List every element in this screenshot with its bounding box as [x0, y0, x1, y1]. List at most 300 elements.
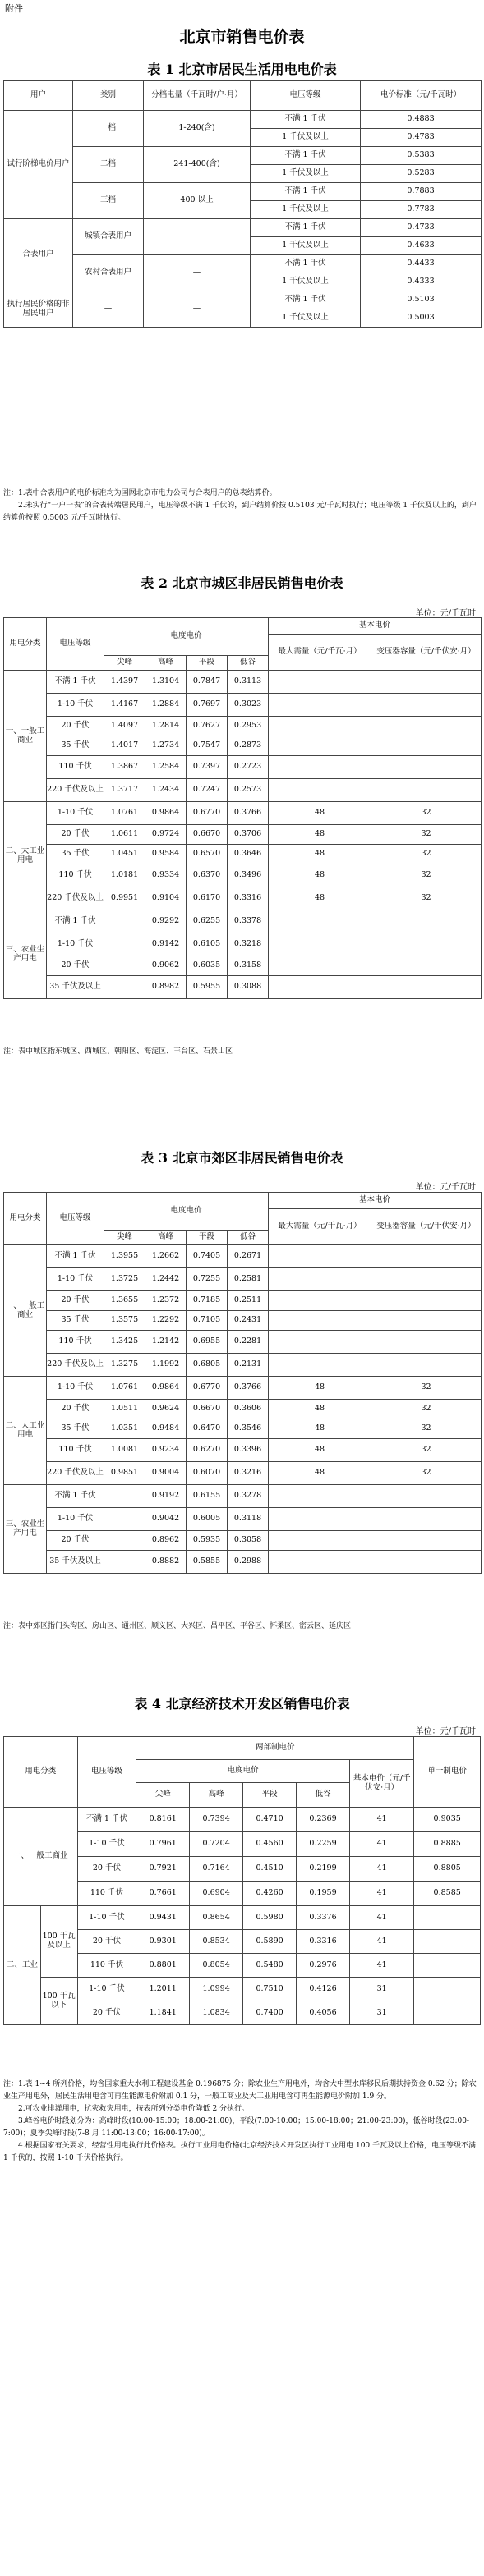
max-demand-cell: 48	[269, 1377, 371, 1400]
flat-cell: 0.7510	[243, 1978, 297, 2001]
sharp-cell: 1.0451	[104, 845, 145, 864]
price-cell: 0.7783	[361, 201, 482, 219]
table1-residential	[3, 80, 482, 328]
valley-cell: 0.3113	[228, 671, 269, 694]
peak-cell: 0.9334	[145, 864, 187, 887]
voltage-cell: 1 千伏及以上	[251, 309, 361, 328]
peak-cell: 0.7394	[190, 1808, 243, 1832]
basic-price-cell: 31	[349, 1978, 413, 2001]
page-title: 北京市销售电价表	[179, 28, 305, 46]
peak-cell: 1.2372	[145, 1291, 187, 1311]
sharp-cell: 1.0511	[104, 1400, 145, 1419]
sharp-cell	[104, 1531, 145, 1551]
max-demand-cell	[269, 976, 371, 999]
valley-cell: 0.2976	[297, 1954, 350, 1978]
valley-cell: 0.2431	[228, 1311, 269, 1331]
header-voltage: 电压等级	[47, 618, 104, 671]
voltage-cell: 1-10 千伏	[77, 1978, 136, 2001]
sharp-cell	[104, 1508, 145, 1531]
peak-cell: 1.0994	[190, 1978, 243, 2001]
table-row	[4, 671, 482, 694]
header-sharp: 尖峰	[104, 656, 145, 671]
voltage-cell: 1 千伏及以上	[251, 237, 361, 255]
flat-cell: 0.7255	[187, 1268, 228, 1291]
valley-cell: 0.4126	[297, 1978, 350, 2001]
table-row	[4, 1268, 482, 1291]
sharp-cell: 1.3955	[104, 1245, 145, 1268]
flat-cell: 0.7185	[187, 1291, 228, 1311]
max-demand-cell	[269, 671, 371, 694]
voltage-cell: 20 千伏	[77, 1857, 136, 1882]
flat-cell: 0.6155	[187, 1485, 228, 1508]
peak-cell: 0.9142	[145, 933, 187, 956]
flat-cell: 0.7405	[187, 1245, 228, 1268]
header-single-part: 单一制电价	[414, 1737, 481, 1808]
voltage-cell: 20 千伏	[77, 1930, 136, 1954]
flat-cell: 0.4710	[243, 1808, 297, 1832]
table-row	[4, 976, 482, 999]
max-demand-cell: 48	[269, 1462, 371, 1485]
voltage-cell: 1-10 千伏	[47, 1508, 104, 1531]
table1-title: 表 1 北京市居民生活用电电价表	[147, 62, 337, 77]
capacity-cell	[371, 933, 482, 956]
valley-cell: 0.3058	[228, 1531, 269, 1551]
table-row	[4, 694, 482, 717]
table-row	[4, 1377, 482, 1400]
price-cell: 0.4783	[361, 129, 482, 147]
peak-cell: 0.9724	[145, 825, 187, 845]
valley-cell: 0.3278	[228, 1485, 269, 1508]
header-tier: 分档电量（千瓦时/户·月）	[144, 81, 251, 111]
valley-cell: 0.3316	[228, 887, 269, 910]
valley-cell: 0.3496	[228, 864, 269, 887]
header-transformer-capacity: 变压器容量（元/千伏安·月）	[371, 1209, 482, 1245]
peak-cell: 1.2442	[145, 1268, 187, 1291]
peak-cell: 0.9234	[145, 1439, 187, 1462]
sharp-cell: 1.0181	[104, 864, 145, 887]
valley-cell: 0.2259	[297, 1832, 350, 1857]
max-demand-cell	[269, 779, 371, 802]
sharp-cell: 1.3575	[104, 1311, 145, 1331]
voltage-cell: 1 千伏及以上	[251, 273, 361, 291]
table-row	[4, 779, 482, 802]
table-row	[4, 1906, 481, 1930]
valley-cell: 0.3118	[228, 1508, 269, 1531]
max-demand-cell	[269, 1354, 371, 1377]
flat-cell: 0.6005	[187, 1508, 228, 1531]
sharp-cell: 0.8161	[136, 1808, 190, 1832]
flat-cell: 0.6670	[187, 1400, 228, 1419]
header-row	[4, 618, 482, 635]
sharp-cell	[104, 976, 145, 999]
valley-cell: 0.3396	[228, 1439, 269, 1462]
flat-cell: 0.7627	[187, 717, 228, 736]
flat-cell: 0.6955	[187, 1331, 228, 1354]
table-row	[4, 910, 482, 933]
table4-note-3: 3.峰谷电价时段划分为：高峰时段(10:00-15:00；18:00-21:00)，平段(7:00-10:00；15:00-18:00；21:00-23:00)，低谷时段(23:00-7:00)；夏季尖峰时段(7-8 月 11:00-13:00；16:00-17:00)。	[3, 2117, 469, 2138]
header-peak: 高峰	[145, 1231, 187, 1245]
max-demand-cell	[269, 1531, 371, 1551]
voltage-cell: 20 千伏	[47, 717, 104, 736]
peak-cell: 0.8982	[145, 976, 187, 999]
flat-cell: 0.6370	[187, 864, 228, 887]
capacity-cell: 32	[371, 845, 482, 864]
capacity-cell	[371, 671, 482, 694]
header-basic-price: 基本电价（元/千伏安·月）	[349, 1760, 413, 1808]
sharp-cell	[104, 1551, 145, 1574]
capacity-cell	[371, 1531, 482, 1551]
table1-notes	[3, 488, 478, 525]
tier-name-cell: 二档	[73, 147, 144, 183]
sharp-cell: 1.0611	[104, 825, 145, 845]
header-basic-price: 基本电价	[269, 618, 482, 635]
table4-economic-zone	[3, 1736, 481, 2025]
table-row	[4, 736, 482, 756]
category-cell: 三、农业生产用电	[4, 1485, 47, 1574]
peak-cell: 1.0834	[190, 2001, 243, 2025]
voltage-cell: 20 千伏	[47, 825, 104, 845]
peak-cell: 0.9062	[145, 956, 187, 976]
header-voltage: 电压等级	[251, 81, 361, 111]
single-price-cell	[414, 2001, 481, 2025]
flat-cell: 0.5955	[187, 976, 228, 999]
voltage-cell: 35 千伏	[47, 1311, 104, 1331]
header-two-part: 两部制电价	[136, 1737, 414, 1760]
header-category: 用电分类	[4, 1193, 47, 1245]
flat-cell: 0.6070	[187, 1462, 228, 1485]
voltage-cell: 不满 1 千伏	[251, 111, 361, 129]
table1-note-2: 2.未实行“一户一表”的合表转端居民用户，电压等级不满 1 千伏的，到户结算价按 0.5103 元/千瓦时执行；电压等级 1 千伏及以上的，到户结算价按照 0.5003 元/千瓦时执行。	[3, 502, 477, 522]
peak-cell: 1.2814	[145, 717, 187, 736]
valley-cell: 0.2281	[228, 1331, 269, 1354]
basic-price-cell: 41	[349, 1832, 413, 1857]
capacity-cell	[371, 956, 482, 976]
header-basic-price: 基本电价	[269, 1193, 482, 1209]
table-row	[4, 1419, 482, 1439]
sharp-cell: 1.3867	[104, 756, 145, 779]
header-valley: 低谷	[297, 1783, 350, 1808]
table-row	[4, 147, 482, 165]
valley-cell: 0.3646	[228, 845, 269, 864]
table3-unit: 单位：元/千瓦时	[415, 1183, 476, 1192]
sharp-cell: 1.0761	[104, 1377, 145, 1400]
valley-cell: 0.2573	[228, 779, 269, 802]
flat-cell: 0.7400	[243, 2001, 297, 2025]
voltage-cell: 220 千伏及以上	[47, 1462, 104, 1485]
max-demand-cell	[269, 956, 371, 976]
flat-cell: 0.6170	[187, 887, 228, 910]
peak-cell: 0.8882	[145, 1551, 187, 1574]
table-row	[4, 1508, 482, 1531]
capacity-cell	[371, 910, 482, 933]
peak-cell: 0.8962	[145, 1531, 187, 1551]
table-row	[4, 1245, 482, 1268]
price-cell: 0.4733	[361, 219, 482, 237]
category-cell: 二、大工业用电	[4, 1377, 47, 1485]
voltage-cell: 不满 1 千伏	[251, 183, 361, 201]
max-demand-cell: 48	[269, 887, 371, 910]
tier-name-cell: 一档	[73, 111, 144, 147]
single-price-cell	[414, 1978, 481, 2001]
capacity-cell	[371, 756, 482, 779]
single-price-cell: 0.8885	[414, 1832, 481, 1857]
max-demand-cell	[269, 1311, 371, 1331]
valley-cell: 0.2581	[228, 1268, 269, 1291]
table3-title: 表 3 北京市郊区非居民销售电价表	[141, 1150, 343, 1166]
sharp-cell: 1.1841	[136, 2001, 190, 2025]
table4-unit: 单位：元/千瓦时	[415, 1727, 476, 1736]
valley-cell: 0.3376	[297, 1906, 350, 1930]
sharp-cell: 0.7961	[136, 1832, 190, 1857]
table-row	[4, 802, 482, 825]
tier-range-cell: 241-400(含)	[144, 147, 251, 183]
voltage-cell: 1 千伏及以上	[251, 201, 361, 219]
max-demand-cell	[269, 933, 371, 956]
voltage-cell: 1-10 千伏	[77, 1906, 136, 1930]
sharp-cell: 1.4397	[104, 671, 145, 694]
peak-cell: 0.9292	[145, 910, 187, 933]
voltage-cell: 20 千伏	[47, 956, 104, 976]
category-cell: —	[73, 291, 144, 328]
single-price-cell: 0.8585	[414, 1882, 481, 1906]
voltage-cell: 1-10 千伏	[77, 1832, 136, 1857]
valley-cell: 0.3766	[228, 802, 269, 825]
table2-unit: 单位：元/千瓦时	[415, 609, 476, 618]
table-row	[4, 255, 482, 273]
flat-cell: 0.4260	[243, 1882, 297, 1906]
capacity-cell: 32	[371, 864, 482, 887]
voltage-cell: 不满 1 千伏	[47, 1245, 104, 1268]
max-demand-cell	[269, 694, 371, 717]
capacity-cell	[371, 694, 482, 717]
price-cell: 0.5003	[361, 309, 482, 328]
table1-header-row	[4, 81, 482, 111]
valley-cell: 0.3023	[228, 694, 269, 717]
capacity-cell	[371, 736, 482, 756]
valley-cell: 0.3606	[228, 1400, 269, 1419]
table-row	[4, 1551, 482, 1574]
voltage-cell: 220 千伏及以上	[47, 887, 104, 910]
peak-cell: 1.2292	[145, 1311, 187, 1331]
max-demand-cell	[269, 717, 371, 736]
max-demand-cell: 48	[269, 1439, 371, 1462]
table2-urban-nonresidential	[3, 617, 482, 999]
header-row	[4, 1737, 481, 1760]
peak-cell: 0.9624	[145, 1400, 187, 1419]
max-demand-cell	[269, 910, 371, 933]
table-row	[4, 1531, 482, 1551]
flat-cell: 0.6105	[187, 933, 228, 956]
peak-cell: 0.9004	[145, 1462, 187, 1485]
category-cell: 农村合表用户	[73, 255, 144, 291]
flat-cell: 0.6255	[187, 910, 228, 933]
user-type-cell: 执行居民价格的非居民用户	[4, 291, 73, 328]
voltage-cell: 1 千伏及以上	[251, 165, 361, 183]
peak-cell: 1.2884	[145, 694, 187, 717]
peak-cell: 0.9584	[145, 845, 187, 864]
voltage-cell: 110 千伏	[77, 1882, 136, 1906]
sharp-cell: 1.4167	[104, 694, 145, 717]
voltage-cell: 20 千伏	[47, 1531, 104, 1551]
sharp-cell: 0.9851	[104, 1462, 145, 1485]
sharp-cell: 0.7661	[136, 1882, 190, 1906]
peak-cell: 0.8054	[190, 1954, 243, 1978]
valley-cell: 0.3546	[228, 1419, 269, 1439]
max-demand-cell	[269, 1245, 371, 1268]
table4-title: 表 4 北京经济技术开发区销售电价表	[134, 1696, 350, 1712]
voltage-cell: 不满 1 千伏	[251, 291, 361, 309]
table-row	[4, 933, 482, 956]
sharp-cell	[104, 933, 145, 956]
table-row	[4, 887, 482, 910]
voltage-cell: 220 千伏及以上	[47, 1354, 104, 1377]
peak-cell: 1.2584	[145, 756, 187, 779]
capacity-cell: 32	[371, 1419, 482, 1439]
peak-cell: 0.8654	[190, 1906, 243, 1930]
sharp-cell: 1.0761	[104, 802, 145, 825]
header-flat: 平段	[187, 1231, 228, 1245]
capacity-cell	[371, 1331, 482, 1354]
voltage-cell: 不满 1 千伏	[251, 147, 361, 165]
valley-cell: 0.2671	[228, 1245, 269, 1268]
sharp-cell: 0.9431	[136, 1906, 190, 1930]
voltage-cell: 1-10 千伏	[47, 694, 104, 717]
table-row	[4, 1462, 482, 1485]
max-demand-cell	[269, 1291, 371, 1311]
table-row	[4, 864, 482, 887]
capacity-cell: 32	[371, 887, 482, 910]
peak-cell: 1.2142	[145, 1331, 187, 1354]
max-demand-cell	[269, 736, 371, 756]
voltage-cell: 110 千伏	[77, 1954, 136, 1978]
table-row	[4, 1439, 482, 1462]
flat-cell: 0.5480	[243, 1954, 297, 1978]
header-valley: 低谷	[228, 656, 269, 671]
table-row	[4, 1311, 482, 1331]
peak-cell: 0.7164	[190, 1857, 243, 1882]
voltage-cell: 35 千伏及以上	[47, 1551, 104, 1574]
basic-price-cell: 41	[349, 1930, 413, 1954]
capacity-cell: 32	[371, 825, 482, 845]
table-row	[4, 1354, 482, 1377]
sharp-cell	[104, 910, 145, 933]
valley-cell: 0.3158	[228, 956, 269, 976]
flat-cell: 0.4560	[243, 1832, 297, 1857]
peak-cell: 0.7204	[190, 1832, 243, 1857]
flat-cell: 0.6805	[187, 1354, 228, 1377]
header-energy-price: 电度电价	[136, 1760, 350, 1783]
peak-cell: 0.9864	[145, 1377, 187, 1400]
sharp-cell: 0.9951	[104, 887, 145, 910]
header-category: 类别	[73, 81, 144, 111]
basic-price-cell: 41	[349, 1857, 413, 1882]
sharp-cell: 1.3275	[104, 1354, 145, 1377]
max-demand-cell	[269, 1551, 371, 1574]
user-type-cell: 合表用户	[4, 219, 73, 291]
peak-cell: 0.9484	[145, 1419, 187, 1439]
capacity-cell	[371, 779, 482, 802]
header-price: 电价标准（元/千瓦时）	[361, 81, 482, 111]
header-category: 用电分类	[4, 618, 47, 671]
category-cell: 二、大工业用电	[4, 802, 47, 910]
header-energy-price: 电度电价	[104, 618, 269, 656]
valley-cell: 0.2131	[228, 1354, 269, 1377]
table-row	[4, 756, 482, 779]
voltage-cell: 20 千伏	[47, 1400, 104, 1419]
valley-cell: 0.3316	[297, 1930, 350, 1954]
flat-cell: 0.6770	[187, 802, 228, 825]
sharp-cell	[104, 956, 145, 976]
capacity-cell: 32	[371, 1377, 482, 1400]
user-type-cell: 试行阶梯电价用户	[4, 111, 73, 219]
voltage-cell: 35 千伏	[47, 736, 104, 756]
basic-price-cell: 41	[349, 1954, 413, 1978]
table1-note-1: 注：1.表中合表用户的电价标准均为国网北京市电力公司与合表用户的总表结算价。	[3, 489, 277, 497]
table4-note-1: 注：1.表 1~4 所列价格，均含国家重大水利工程建设基金 0.196875 分；除农业生产用电外，均含大中型水库移民后期扶持资金 0.62 分；除农业生产用电外，居民生活用电含可再生能源电价附加 0.1 分，一般工商业及大工业用电含可再生能源电价附加 1.9 分。	[3, 2080, 477, 2101]
valley-cell: 0.2953	[228, 717, 269, 736]
price-cell: 0.4333	[361, 273, 482, 291]
header-max-demand: 最大需量（元/千瓦·月）	[269, 1209, 371, 1245]
flat-cell: 0.4510	[243, 1857, 297, 1882]
sharp-cell: 1.3655	[104, 1291, 145, 1311]
category-cell: 一、一般工商业	[4, 1808, 78, 1906]
voltage-cell: 35 千伏	[47, 845, 104, 864]
voltage-cell: 1-10 千伏	[47, 1377, 104, 1400]
price-cell: 0.4433	[361, 255, 482, 273]
table-row	[4, 1400, 482, 1419]
max-demand-cell	[269, 756, 371, 779]
voltage-cell: 不满 1 千伏	[77, 1808, 136, 1832]
flat-cell: 0.5890	[243, 1930, 297, 1954]
single-price-cell	[414, 1930, 481, 1954]
category-cell: 一、一般工商业	[4, 1245, 47, 1377]
category-cell: 二、工业	[4, 1906, 41, 2025]
sharp-cell: 1.4017	[104, 736, 145, 756]
header-category: 用电分类	[4, 1737, 78, 1808]
tier-range-cell: 400 以上	[144, 183, 251, 219]
max-demand-cell: 48	[269, 802, 371, 825]
header-transformer-capacity: 变压器容量（元/千伏安·月）	[371, 635, 482, 671]
voltage-cell: 35 千伏及以上	[47, 976, 104, 999]
voltage-cell: 1-10 千伏	[47, 802, 104, 825]
header-sharp: 尖峰	[136, 1783, 190, 1808]
table4-note-4: 4.根据国家有关要求，经营性用电执行此价格表。执行工业用电价格(北京经济技术开发区执行工业用电 100 千瓦及以上价格，电压等级不满 1 千伏的，按照 1-10 千伏价格执行。	[3, 2142, 477, 2162]
header-flat: 平段	[243, 1783, 297, 1808]
table-row	[4, 291, 482, 309]
sharp-cell: 1.0081	[104, 1439, 145, 1462]
valley-cell: 0.4056	[297, 2001, 350, 2025]
sharp-cell: 1.3717	[104, 779, 145, 802]
peak-cell: 0.8534	[190, 1930, 243, 1954]
attachment-label: 附件	[5, 3, 23, 14]
voltage-cell: 220 千伏及以上	[47, 779, 104, 802]
tier-range-cell: —	[144, 255, 251, 291]
basic-price-cell: 41	[349, 1882, 413, 1906]
valley-cell: 0.2199	[297, 1857, 350, 1882]
max-demand-cell: 48	[269, 845, 371, 864]
table4-note-2: 2.可农业排灌用电，抗灾救灾用电，按表所列分类电价降低 2 分执行。	[3, 2105, 250, 2113]
max-demand-cell	[269, 1485, 371, 1508]
voltage-cell: 1-10 千伏	[47, 933, 104, 956]
capacity-cell: 32	[371, 1439, 482, 1462]
max-demand-cell: 48	[269, 864, 371, 887]
flat-cell: 0.7847	[187, 671, 228, 694]
sharp-cell: 1.0351	[104, 1419, 145, 1439]
flat-cell: 0.6570	[187, 845, 228, 864]
capacity-cell	[371, 1485, 482, 1508]
capacity-cell: 32	[371, 802, 482, 825]
sharp-cell: 1.2011	[136, 1978, 190, 2001]
